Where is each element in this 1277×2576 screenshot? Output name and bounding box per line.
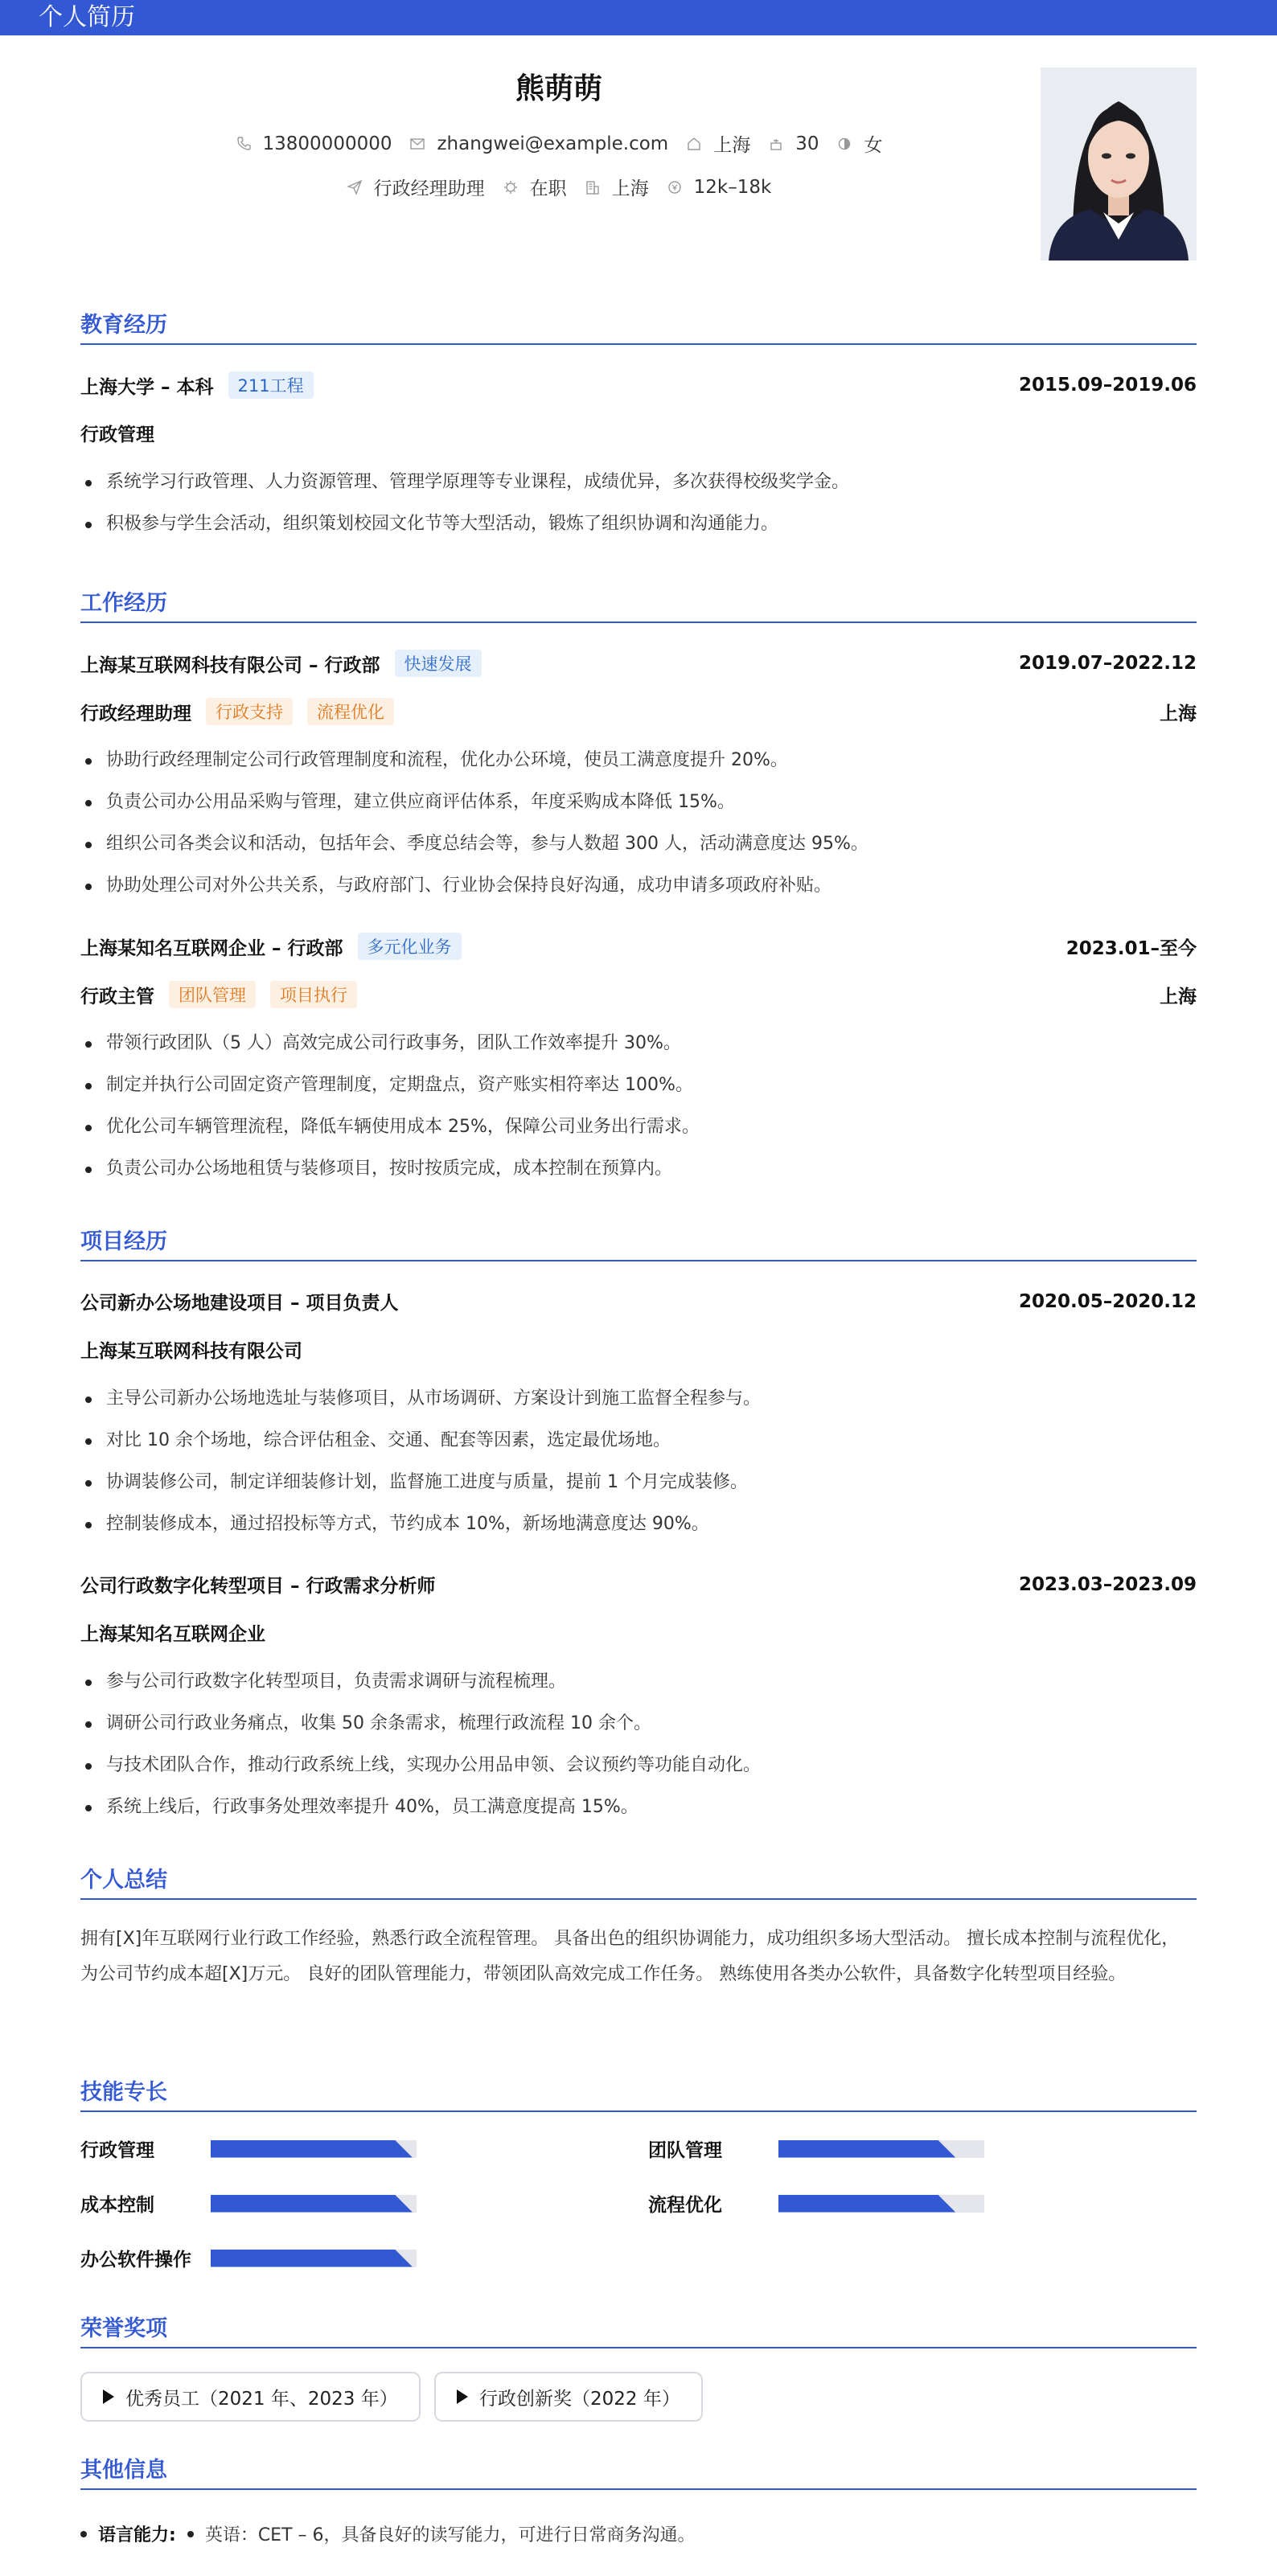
education-header bbox=[80, 371, 1197, 399]
project-2-bullets bbox=[80, 1661, 1197, 1828]
phone-text: 13800000000 bbox=[262, 133, 392, 154]
status-text: 在职 bbox=[529, 178, 567, 199]
skill-bar-fill bbox=[778, 2195, 955, 2213]
other-label: 语言能力: bbox=[98, 2525, 176, 2545]
position-text: 行政经理助理 bbox=[373, 178, 485, 199]
other-info-item bbox=[80, 2521, 696, 2546]
age-icon bbox=[768, 136, 784, 152]
list-item: 负责公司办公用品采购与管理，建立供应商评估体系，年度采购成本降低 15%。 bbox=[80, 781, 1197, 823]
section-other-title: 其他信息 bbox=[80, 2452, 1197, 2490]
skill-bar-fill bbox=[211, 2250, 413, 2267]
list-item: 控制装修成本，通过招投标等方式，节约成本 10%，新场地满意度达 90%。 bbox=[80, 1503, 1197, 1545]
skill-item bbox=[80, 2190, 417, 2217]
salary-info bbox=[667, 177, 772, 198]
top-bar bbox=[0, 0, 1277, 35]
skill-name: 流程优化 bbox=[648, 2195, 722, 2216]
list-item: 制定并执行公司固定资产管理制度，定期盘点，资产账实相符率达 100%。 bbox=[80, 1064, 1197, 1106]
skill-bar bbox=[778, 2195, 984, 2213]
work-1-role-tag: 行政支持 bbox=[206, 698, 293, 725]
skill-name: 成本控制 bbox=[80, 2195, 154, 2216]
position-info bbox=[347, 174, 485, 200]
skill-item bbox=[648, 2135, 984, 2162]
mail-icon bbox=[409, 136, 425, 152]
skill-name: 行政管理 bbox=[80, 2140, 154, 2161]
project-2-header bbox=[80, 1571, 1197, 1598]
work-2-location: 上海 bbox=[1160, 986, 1197, 1007]
status-info bbox=[503, 174, 567, 200]
phone-info bbox=[236, 133, 392, 154]
list-item: 参与公司行政数字化转型项目，负责需求调研与流程梳理。 bbox=[80, 1661, 1197, 1703]
education-date: 2015.09–2019.06 bbox=[1018, 375, 1197, 396]
avatar bbox=[1041, 68, 1197, 260]
email-info bbox=[409, 133, 668, 154]
list-item: 主导公司新办公场地选址与装修项目，从市场调研、方案设计到施工监督全程参与。 bbox=[80, 1378, 1197, 1420]
skill-name: 团队管理 bbox=[648, 2140, 722, 2161]
work-2-bullets bbox=[80, 1023, 1197, 1190]
bullet-dot bbox=[80, 2531, 87, 2537]
list-item: 调研公司行政业务痛点，收集 50 余条需求，梳理行政流程 10 余个。 bbox=[80, 1703, 1197, 1745]
award-item[interactable] bbox=[434, 2372, 703, 2422]
expand-triangle-icon bbox=[103, 2389, 114, 2404]
skill-bar-fill bbox=[778, 2140, 955, 2158]
list-item: 系统学习行政管理、人力资源管理、管理学原理等专业课程，成绩优异，多次获得校级奖学金。 bbox=[80, 461, 1197, 503]
project-2-company: 上海某知名互联网企业 bbox=[80, 1624, 265, 1645]
awards-list bbox=[80, 2372, 1197, 2423]
skill-name: 办公软件操作 bbox=[80, 2250, 191, 2270]
target-city-text: 上海 bbox=[611, 178, 649, 199]
resume-title: 个人简历 bbox=[39, 3, 135, 31]
money-icon bbox=[667, 179, 683, 195]
salary-text: 12k–18k bbox=[693, 176, 772, 198]
expand-triangle-icon bbox=[457, 2389, 468, 2404]
work-1-location: 上海 bbox=[1160, 703, 1197, 724]
work-2-company: 上海某知名互联网企业 – 行政部 bbox=[80, 937, 343, 959]
list-item: 积极参与学生会活动，组织策划校园文化节等大型活动，锻炼了组织协调和沟通能力。 bbox=[80, 503, 1197, 545]
section-summary-title: 个人总结 bbox=[80, 1862, 1197, 1900]
city-info bbox=[686, 130, 750, 157]
age-info bbox=[768, 133, 819, 154]
project-1-bullets bbox=[80, 1378, 1197, 1545]
list-item: 组织公司各类会议和活动，包括年会、季度总结会等，参与人数超 300 人，活动满意度达 95%。 bbox=[80, 823, 1197, 865]
project-2-date: 2023.03–2023.09 bbox=[1018, 1573, 1197, 1595]
section-projects-title: 项目经历 bbox=[80, 1224, 1197, 1261]
email-text: zhangwei@example.com bbox=[437, 133, 669, 154]
gender-info bbox=[836, 130, 882, 157]
skill-item bbox=[80, 2135, 417, 2162]
school-name: 上海大学 – 本科 bbox=[80, 376, 214, 398]
skill-bar bbox=[211, 2195, 417, 2213]
project-1-header bbox=[80, 1288, 1197, 1315]
work-2-role-tag: 团队管理 bbox=[169, 981, 256, 1008]
list-item: 系统上线后，行政事务处理效率提升 40%，员工满意度提高 15%。 bbox=[80, 1786, 1197, 1828]
list-item: 优化公司车辆管理流程，降低车辆使用成本 25%，保障公司业务出行需求。 bbox=[80, 1106, 1197, 1148]
major-name: 行政管理 bbox=[80, 425, 154, 445]
section-work-title: 工作经历 bbox=[80, 585, 1197, 623]
work-1-role-row bbox=[80, 698, 1197, 725]
section-education-title: 教育经历 bbox=[80, 307, 1197, 345]
skill-bar bbox=[778, 2140, 984, 2158]
project-1-company: 上海某互联网科技有限公司 bbox=[80, 1341, 302, 1362]
skill-item bbox=[648, 2190, 984, 2217]
summary-text: 拥有[X]年互联网行业行政工作经验，熟悉行政全流程管理。 具备出色的组织协调能力，成功组织多场大型活动。 擅长成本控制与流程优化，为公司节约成本超[X]万元。 良好的团队管理能力，带领团队高效完成工作任务。 熟练使用各类办公软件，具备数字化转型项目经验。 bbox=[80, 1929, 1180, 1984]
target-city-info bbox=[585, 174, 649, 200]
award-label: 行政创新奖（2022 年） bbox=[479, 2388, 680, 2410]
other-value: 英语：CET – 6，具备良好的读写能力，可进行日常商务沟通。 bbox=[204, 2525, 696, 2545]
work-1-bullets bbox=[80, 740, 1197, 907]
bullet-dot bbox=[187, 2531, 194, 2537]
gender-text: 女 bbox=[864, 135, 883, 156]
school-tag: 211工程 bbox=[228, 371, 314, 399]
award-item[interactable] bbox=[80, 2372, 421, 2422]
project-1-date: 2020.05–2020.12 bbox=[1018, 1290, 1197, 1312]
skill-bar-fill bbox=[211, 2140, 413, 2158]
work-1-date: 2019.07–2022.12 bbox=[1018, 653, 1197, 674]
skill-bar bbox=[211, 2250, 417, 2267]
list-item: 协助行政经理制定公司行政管理制度和流程，优化办公环境，使员工满意度提升 20%。 bbox=[80, 740, 1197, 781]
skill-bar-fill bbox=[211, 2195, 413, 2213]
list-item: 负责公司办公场地租赁与装修项目，按时按质完成，成本控制在预算内。 bbox=[80, 1148, 1197, 1190]
education-bullets bbox=[80, 461, 1197, 545]
section-awards-title: 荣誉奖项 bbox=[80, 2311, 1197, 2348]
city-text: 上海 bbox=[713, 135, 751, 156]
work-1-role: 行政经理助理 bbox=[80, 703, 191, 724]
building-icon bbox=[585, 179, 601, 195]
work-1-company: 上海某互联网科技有限公司 – 行政部 bbox=[80, 654, 380, 676]
work-1-role-tag: 流程优化 bbox=[307, 698, 394, 725]
work-2-role: 行政主管 bbox=[80, 986, 154, 1007]
work-2-date: 2023.01–至今 bbox=[1066, 937, 1197, 959]
work-1-company-tag: 快速发展 bbox=[395, 650, 482, 677]
list-item: 对比 10 余个场地，综合评估租金、交通、配套等因素，选定最优场地。 bbox=[80, 1420, 1197, 1462]
candidate-name: 熊萌萌 bbox=[515, 72, 602, 105]
project-1-title: 公司新办公场地建设项目 – 项目负责人 bbox=[80, 1293, 399, 1314]
contact-row bbox=[80, 130, 1037, 157]
skill-bar bbox=[211, 2140, 417, 2158]
work-1-header bbox=[80, 650, 1197, 677]
work-2-role-row bbox=[80, 981, 1197, 1008]
work-2-role-tag: 项目执行 bbox=[270, 981, 357, 1008]
age-text: 30 bbox=[795, 133, 819, 154]
list-item: 协调装修公司，制定详细装修计划，监督施工进度与质量，提前 1 个月完成装修。 bbox=[80, 1462, 1197, 1503]
award-label: 优秀员工（2021 年、2023 年） bbox=[125, 2388, 398, 2410]
section-skills-title: 技能专长 bbox=[80, 2074, 1197, 2112]
home-icon bbox=[686, 136, 702, 152]
skill-item bbox=[80, 2245, 417, 2271]
project-2-title: 公司行政数字化转型项目 – 行政需求分析师 bbox=[80, 1576, 436, 1597]
work-2-header bbox=[80, 933, 1197, 960]
list-item: 与技术团队合作，推动行政系统上线，实现办公用品申领、会议预约等功能自动化。 bbox=[80, 1745, 1197, 1786]
job-intent-row bbox=[80, 174, 1037, 200]
status-icon bbox=[503, 179, 519, 195]
send-icon bbox=[347, 179, 363, 195]
phone-icon bbox=[236, 136, 252, 152]
list-item: 带领行政团队（5 人）高效完成公司行政事务，团队工作效率提升 30%。 bbox=[80, 1023, 1197, 1064]
list-item: 协助处理公司对外公共关系，与政府部门、行业协会保持良好沟通，成功申请多项政府补贴。 bbox=[80, 865, 1197, 907]
work-2-company-tag: 多元化业务 bbox=[358, 933, 462, 960]
gender-icon bbox=[836, 136, 852, 152]
